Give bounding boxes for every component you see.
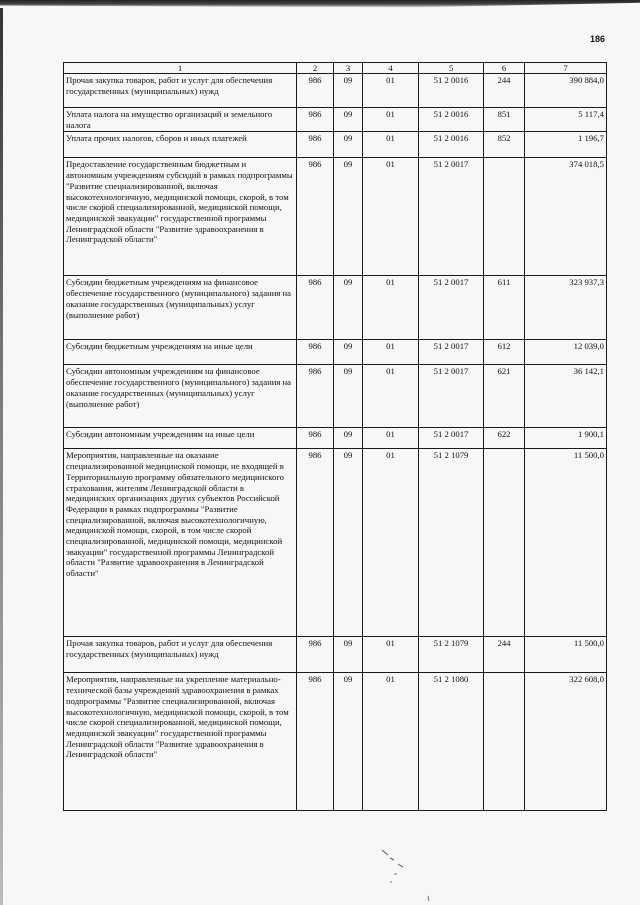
cell-expense-type: 622 xyxy=(484,428,525,449)
cell-ministry: 986 xyxy=(297,673,334,811)
row-name: Субсидии бюджетным учреждениям на финансовое обеспечение государственного (муниципального) задания на оказание государственных (муниципальных) услуг (выполнение работ) xyxy=(64,276,297,340)
cell-section: 09 xyxy=(334,365,363,428)
table-row xyxy=(64,74,607,108)
table-row xyxy=(64,132,607,158)
table-row xyxy=(64,340,607,365)
cell-target-code: 51 2 0017 xyxy=(419,340,484,365)
cell-section: 09 xyxy=(334,637,363,673)
cell-expense-type xyxy=(484,158,525,276)
table-row xyxy=(64,428,607,449)
cell-amount: 11 500,0 xyxy=(525,449,607,637)
cell-ministry: 986 xyxy=(297,132,334,158)
column-header: 5 xyxy=(419,63,484,74)
cell-section: 09 xyxy=(334,673,363,811)
cell-expense-type: 852 xyxy=(484,132,525,158)
row-name: Прочая закупка товаров, работ и услуг для обеспечения государственных (муниципальных) нужд xyxy=(64,74,297,108)
table-row xyxy=(64,449,607,637)
cell-subsection: 01 xyxy=(363,158,419,276)
cell-amount: 36 142,1 xyxy=(525,365,607,428)
table-row xyxy=(64,276,607,340)
cell-subsection: 01 xyxy=(363,276,419,340)
cell-target-code: 51 2 0016 xyxy=(419,74,484,108)
row-name: Предоставление государственным бюджетным и автономным учреждениям субсидий в рамках подпрограммы "Развитие специализированной, включая высокотехнологичную, медицинской помощи, скорой, в том числе скорой специализированной, медицинской помощи, медицинской эвакуации" государственной программы Ленинградской области "Развитие здравоохранения в Ленинградской области" xyxy=(64,158,297,276)
column-header: 2 xyxy=(297,63,334,74)
cell-target-code: 51 2 0017 xyxy=(419,365,484,428)
cell-amount: 11 500,0 xyxy=(525,637,607,673)
cell-target-code: 51 2 1079 xyxy=(419,637,484,673)
cell-section: 09 xyxy=(334,428,363,449)
scan-edge-top xyxy=(0,0,640,8)
row-name: Уплата налога на имущество организаций и земельного налога xyxy=(64,108,297,132)
cell-amount: 1 196,7 xyxy=(525,132,607,158)
row-name: Мероприятия, направленные на укрепление материально-технической базы учреждений здравоохранения в рамках подпрограммы "Развитие специализированной, включая высокотехнологичную, медицинской помощи, скорой, в том числе скорой специализированной, медицинской помощи, медицинской эвакуации" государственной программы Ленинградской области "Развитие здравоохранения в Ленинградской области" xyxy=(64,673,297,811)
cell-expense-type: 612 xyxy=(484,340,525,365)
cell-ministry: 986 xyxy=(297,365,334,428)
cell-section: 09 xyxy=(334,108,363,132)
cell-target-code: 51 2 1080 xyxy=(419,673,484,811)
cell-subsection: 01 xyxy=(363,74,419,108)
cell-target-code: 51 2 0017 xyxy=(419,428,484,449)
cell-subsection: 01 xyxy=(363,108,419,132)
cell-amount: 5 117,4 xyxy=(525,108,607,132)
cell-section: 09 xyxy=(334,276,363,340)
cell-subsection: 01 xyxy=(363,132,419,158)
cell-target-code: 51 2 0017 xyxy=(419,158,484,276)
cell-subsection: 01 xyxy=(363,673,419,811)
table-row xyxy=(64,108,607,132)
cell-subsection: 01 xyxy=(363,365,419,428)
row-name: Субсидии автономным учреждениям на иные цели xyxy=(64,428,297,449)
cell-target-code: 51 2 0017 xyxy=(419,276,484,340)
row-name: Прочая закупка товаров, работ и услуг для обеспечения государственных (муниципальных) нужд xyxy=(64,637,297,673)
cell-section: 09 xyxy=(334,74,363,108)
cell-amount: 374 018,5 xyxy=(525,158,607,276)
cell-subsection: 01 xyxy=(363,449,419,637)
cell-ministry: 986 xyxy=(297,637,334,673)
column-header: 6 xyxy=(484,63,525,74)
cell-target-code: 51 2 0016 xyxy=(419,108,484,132)
cell-expense-type xyxy=(484,449,525,637)
cell-ministry: 986 xyxy=(297,276,334,340)
cell-section: 09 xyxy=(334,449,363,637)
cell-expense-type: 611 xyxy=(484,276,525,340)
column-header: 4 xyxy=(363,63,419,74)
table-row xyxy=(64,673,607,811)
scan-marks xyxy=(360,848,450,903)
cell-expense-type xyxy=(484,673,525,811)
cell-target-code: 51 2 0016 xyxy=(419,132,484,158)
scan-edge-left xyxy=(0,8,3,905)
cell-amount: 1 900,1 xyxy=(525,428,607,449)
column-header: 7 xyxy=(525,63,607,74)
cell-expense-type: 851 xyxy=(484,108,525,132)
table-row xyxy=(64,365,607,428)
table-row xyxy=(64,637,607,673)
cell-amount: 322 608,0 xyxy=(525,673,607,811)
row-name: Субсидии автономным учреждениям на финансовое обеспечение государственного (муниципального) задания на оказание государственных (муниципальных) услуг (выполнение работ) xyxy=(64,365,297,428)
table-row xyxy=(64,158,607,276)
cell-section: 09 xyxy=(334,340,363,365)
cell-amount: 12 039,0 xyxy=(525,340,607,365)
cell-subsection: 01 xyxy=(363,340,419,365)
budget-table xyxy=(63,62,607,811)
cell-section: 09 xyxy=(334,158,363,276)
cell-ministry: 986 xyxy=(297,449,334,637)
page-number: 186 xyxy=(590,34,606,44)
cell-ministry: 986 xyxy=(297,74,334,108)
cell-ministry: 986 xyxy=(297,340,334,365)
cell-expense-type: 244 xyxy=(484,637,525,673)
cell-subsection: 01 xyxy=(363,637,419,673)
column-header: 3 xyxy=(334,63,363,74)
cell-target-code: 51 2 1079 xyxy=(419,449,484,637)
row-name: Субсидии бюджетным учреждениям на иные цели xyxy=(64,340,297,365)
cell-ministry: 986 xyxy=(297,428,334,449)
cell-amount: 390 884,0 xyxy=(525,74,607,108)
cell-subsection: 01 xyxy=(363,428,419,449)
cell-ministry: 986 xyxy=(297,108,334,132)
cell-expense-type: 621 xyxy=(484,365,525,428)
row-name: Мероприятия, направленные на оказание специализированной медицинской помощи, не входящей в Территориальную программу обязательного медицинского страхования, жителям Ленинградской области в медицинских организациях других субъектов Российской Федерации в рамках подпрограммы "Развитие специализированной, включая высокотехнологичную, медицинской помощи, скорой, в том числе скорой специализированной, медицинской помощи, медицинской эвакуации" государственной программы Ленинградской области "Развитие здравоохранения в Ленинградской области" xyxy=(64,449,297,637)
table-header-row xyxy=(64,63,607,74)
cell-section: 09 xyxy=(334,132,363,158)
cell-amount: 323 937,3 xyxy=(525,276,607,340)
row-name: Уплата прочих налогов, сборов и иных платежей xyxy=(64,132,297,158)
cell-ministry: 986 xyxy=(297,158,334,276)
cell-expense-type: 244 xyxy=(484,74,525,108)
column-header: 1 xyxy=(64,63,297,74)
